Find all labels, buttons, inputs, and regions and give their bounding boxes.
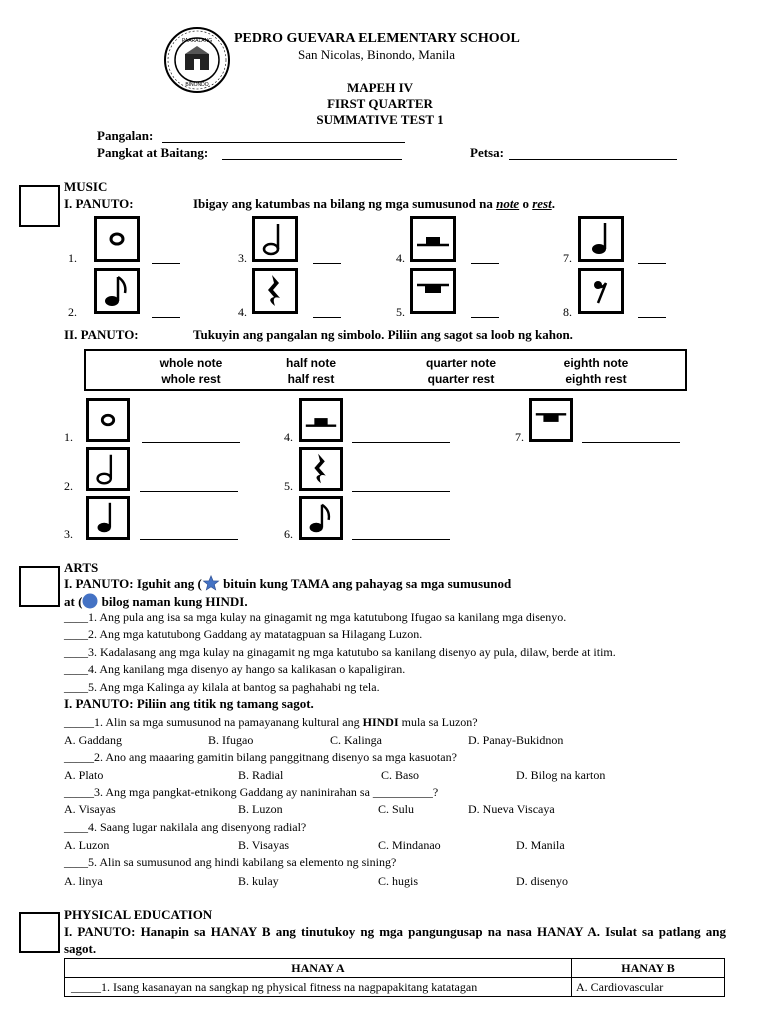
mcq-option[interactable]: C. hugis [378, 874, 419, 888]
answer-blank[interactable] [140, 491, 238, 492]
whole-rest-icon [529, 398, 573, 442]
item-number: 4. [396, 251, 405, 265]
item-number: 3. [238, 251, 247, 265]
item-number: 5. [396, 305, 405, 319]
answer-blank[interactable] [152, 263, 180, 264]
mcq-option[interactable]: A. linya [64, 874, 103, 888]
arts-heading: ARTS [64, 560, 99, 575]
instr-text-mid: bituin kung TAMA ang pahayag sa mga sumusunod [219, 576, 512, 591]
item-number: 2. [64, 479, 73, 493]
half-note-icon [252, 216, 298, 262]
mcq-option[interactable]: B. Ifugao [208, 733, 254, 747]
mcq-option[interactable]: D. Panay-Bukidnon [468, 733, 564, 747]
quarter-note-icon [578, 216, 624, 262]
quarter-note-icon [86, 496, 130, 540]
mcq-option[interactable]: C. Sulu [378, 802, 415, 816]
answer-blank[interactable] [638, 263, 666, 264]
instr-text-end: bilog naman kung HINDI. [98, 594, 248, 609]
pe-score-box[interactable] [19, 912, 60, 953]
matching-table [64, 958, 725, 997]
arts-part1-instructions [64, 575, 511, 592]
statement-item: ____1. Ang pula ang isa sa mga kulay na ginagamit ng mga katutubong Ifugao sa kanilang mga disenyo. [64, 610, 567, 624]
mcq-option[interactable]: A. Luzon [64, 838, 110, 852]
whole-note-icon [86, 398, 130, 442]
arts-part1-instructions-line2 [64, 593, 248, 610]
question-text-end: mula sa Luzon? [398, 715, 478, 729]
svg-text:PAARALANG: PAARALANG [181, 38, 213, 44]
quarter-rest-icon [299, 447, 343, 491]
table-row [65, 978, 725, 997]
school-seal [163, 26, 231, 94]
quarter-rest-icon [252, 268, 298, 314]
answer-blank[interactable] [152, 317, 180, 318]
pe-instructions: I. PANUTO: Hanapin sa HANAY B ang tinutukoy ng mga pangungusap na nasa HANAY A. Isulat sa patlang ang sagot. [64, 924, 726, 956]
item-number: 4. [238, 305, 247, 319]
half-note-icon [86, 447, 130, 491]
subject-title: MAPEH IV [346, 80, 414, 95]
hanay-a-item: _____1. Isang kasanayan na sangkap ng physical fitness na nagpapakitang katatagan [65, 978, 572, 997]
statement-item: ____5. Ang mga Kalinga ay kilala at bantog sa paghahabi ng tela. [64, 680, 380, 694]
choice: quarter note [425, 356, 496, 370]
statement-item: ____4. Ang kanilang mga disenyo ay hango sa kalikasan o kapaligiran. [64, 662, 406, 676]
music-part2-instructions: Tukuyin ang pangalan ng simbolo. Piliin ang sagot sa loob ng kahon. [193, 327, 573, 342]
whole-rest-icon [410, 268, 456, 314]
mcq-option[interactable]: C. Mindanao [378, 838, 441, 852]
date-field[interactable] [509, 159, 677, 160]
column-header-a: HANAY A [65, 959, 572, 978]
answer-blank[interactable] [471, 317, 499, 318]
mcq-question: ____5. Alin sa sumusunod ang hindi kabilang sa elemento ng sining? [64, 855, 397, 869]
name-field[interactable] [162, 142, 405, 143]
instr-text-end: . [551, 196, 555, 211]
answer-blank[interactable] [313, 317, 341, 318]
music-part2-label: II. PANUTO: [64, 327, 139, 342]
music-part1-label: I. PANUTO: [64, 196, 134, 211]
answer-blank[interactable] [352, 442, 450, 443]
mcq-option[interactable]: A. Plato [64, 768, 104, 782]
mcq-option[interactable]: C. Kalinga [330, 733, 382, 747]
mcq-question: ____4. Saang lugar nakilala ang disenyong radial? [64, 820, 307, 834]
arts-score-box[interactable] [19, 566, 60, 607]
school-name: PEDRO GUEVARA ELEMENTARY SCHOOL [234, 31, 520, 46]
name-label: Pangalan: [97, 128, 154, 143]
item-number: 2. [68, 305, 77, 319]
mcq-option[interactable]: B. kulay [238, 874, 279, 888]
test-title: SUMMATIVE TEST 1 [316, 112, 444, 127]
mcq-option[interactable]: D. Nueva Viscaya [468, 802, 555, 816]
choice: eighth note [563, 356, 629, 370]
whole-note-icon [94, 216, 140, 262]
item-number: 1. [68, 251, 77, 265]
music-part1-instructions [193, 196, 555, 212]
choice: whole note [159, 356, 223, 370]
svg-text:BINONDO: BINONDO [185, 82, 209, 88]
choice: whole rest [161, 372, 221, 386]
music-score-box[interactable] [19, 185, 60, 227]
section-label: Pangkat at Baitang: [97, 145, 209, 160]
choice: quarter rest [427, 372, 495, 386]
column-header-b: HANAY B [572, 959, 725, 978]
eighth-note-icon [299, 496, 343, 540]
mcq-option[interactable]: D. disenyo [516, 874, 568, 888]
item-number: 4. [284, 430, 293, 444]
item-number: 7. [563, 251, 572, 265]
hanay-b-item: A. Cardiovascular [572, 978, 725, 997]
mcq-option[interactable]: D. Manila [516, 838, 565, 852]
answer-blank[interactable] [352, 539, 450, 540]
music-heading: MUSIC [64, 179, 108, 194]
section-field[interactable] [222, 159, 402, 160]
question-text: _____1. Alin sa mga sumusunod na pamayanang kultural ang [64, 715, 363, 729]
instr-text-mid: o [519, 196, 533, 211]
table-header-row [65, 959, 725, 978]
mcq-option[interactable]: B. Visayas [238, 838, 290, 852]
mcq-option[interactable]: A. Gaddang [64, 733, 122, 747]
choice: half rest [287, 372, 335, 386]
eighth-note-icon [94, 268, 140, 314]
instr-text: at ( [64, 594, 83, 609]
answer-blank[interactable] [638, 317, 666, 318]
star-icon [202, 575, 220, 591]
item-number: 8. [563, 305, 572, 319]
item-number: 1. [64, 430, 73, 444]
mcq-question: _____2. Ano ang maaaring gamitin bilang panggitnang disenyo sa mga kasuotan? [64, 750, 457, 764]
mcq-question: _____3. Ang mga pangkat-etnikong Gaddang ay naninirahan sa __________? [64, 785, 439, 799]
mcq-option[interactable]: B. Luzon [238, 802, 283, 816]
instr-rest-word: rest [532, 196, 552, 211]
answer-blank[interactable] [142, 442, 240, 443]
mcq-option[interactable]: C. Baso [381, 768, 420, 782]
instr-text: Ibigay ang katumbas na bilang ng mga sumusunod na [193, 196, 497, 211]
date-label: Petsa: [470, 145, 504, 160]
answer-blank[interactable] [582, 442, 680, 443]
answer-blank[interactable] [352, 491, 450, 492]
instr-text: I. PANUTO: Iguhit ang ( [64, 576, 202, 591]
school-address: San Nicolas, Binondo, Manila [298, 47, 456, 62]
choice: eighth rest [565, 372, 627, 386]
choices-box [84, 349, 687, 391]
seal-icon [163, 26, 231, 94]
arts-part2-label: I. PANUTO: Piliin ang titik ng tamang sagot. [64, 696, 314, 711]
answer-blank[interactable] [313, 263, 341, 264]
statement-item: ____2. Ang mga katutubong Gaddang ay matatagpuan sa Hilagang Luzon. [64, 627, 423, 641]
answer-blank[interactable] [140, 539, 238, 540]
half-rest-icon [410, 216, 456, 262]
eighth-rest-icon [578, 268, 624, 314]
mcq-option[interactable]: D. Bilog na karton [516, 768, 606, 782]
item-number: 6. [284, 527, 293, 541]
mcq-question [64, 715, 478, 730]
question-emphasis: HINDI [362, 715, 399, 729]
quarter-title: FIRST QUARTER [327, 96, 433, 111]
half-rest-icon [299, 398, 343, 442]
item-number: 3. [64, 527, 73, 541]
mcq-option[interactable]: A. Visayas [64, 802, 116, 816]
item-number: 7. [515, 430, 524, 444]
pe-heading: PHYSICAL EDUCATION [64, 907, 213, 922]
statement-item: ____3. Kadalasang ang mga kulay na ginagamit ng mga katutubo sa kanilang disenyo ay pula, dilaw, berde at itim. [64, 645, 616, 659]
answer-blank[interactable] [471, 263, 499, 264]
circle-icon [82, 593, 98, 609]
instr-note-word: note [496, 196, 520, 211]
mcq-option[interactable]: B. Radial [238, 768, 284, 782]
item-number: 5. [284, 479, 293, 493]
choice: half note [286, 356, 336, 370]
